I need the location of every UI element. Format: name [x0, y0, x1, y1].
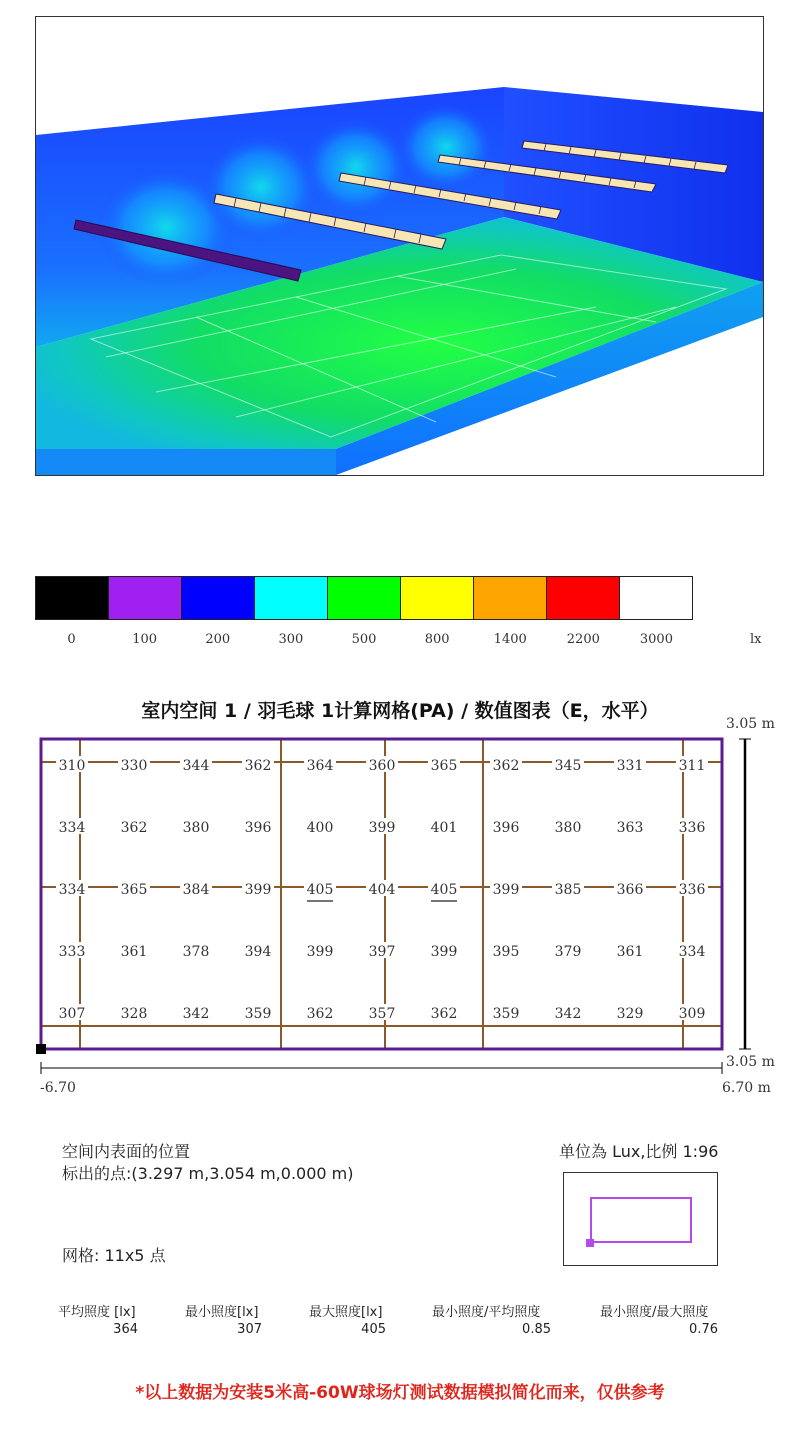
grid-value: 378 [182, 944, 210, 960]
grid-value: 344 [182, 758, 210, 774]
stat-header-min: 最小照度[lx] [185, 1305, 259, 1320]
grid-value: 384 [182, 882, 210, 898]
grid-value: 361 [120, 944, 148, 960]
minimap-area [590, 1197, 692, 1243]
unit-scale: 单位為 Lux,比例 1:96 [559, 1142, 719, 1161]
stat-header-max: 最大照度[lx] [309, 1305, 383, 1320]
grid-value: 397 [368, 944, 396, 960]
grid-value: 345 [554, 758, 582, 774]
grid-value: 334 [58, 882, 86, 898]
grid-value: 362 [306, 1006, 334, 1022]
grid-value: 336 [678, 820, 706, 836]
grid-values [56, 756, 708, 1022]
legend-label: 800 [424, 632, 450, 647]
grid-value: 365 [430, 758, 458, 774]
location-minimap [563, 1172, 718, 1266]
grid-value: 342 [182, 1006, 210, 1022]
grid-value: 394 [244, 944, 272, 960]
disclaimer-note: *以上数据为安装5米高-60W球场灯测试数据模拟简化而来，仅供参考 [135, 1383, 665, 1403]
grid-value: 331 [616, 758, 644, 774]
grid-value: 399 [244, 882, 272, 898]
stat-value-min-max: 0.76 [689, 1322, 718, 1337]
grid-value: 357 [368, 1006, 396, 1022]
stat-value-max: 405 [361, 1322, 386, 1337]
grid-value: 362 [430, 1006, 458, 1022]
grid-value: 399 [430, 944, 458, 960]
stat-value-avg: 364 [113, 1322, 138, 1337]
legend-label: 100 [132, 632, 158, 647]
grid-value: 405 [430, 882, 458, 898]
marked-point: 标出的点:(3.297 m,3.054 m,0.000 m) [62, 1164, 354, 1183]
grid-value: 334 [58, 820, 86, 836]
stat-header-min-max: 最小照度/最大照度 [600, 1305, 709, 1320]
origin-marker [36, 1044, 46, 1054]
grid-value: 328 [120, 1006, 148, 1022]
grid-value: 311 [678, 758, 706, 774]
position-title: 空间内表面的位置 [62, 1142, 191, 1161]
legend-label: 500 [351, 632, 377, 647]
grid-value: 380 [182, 820, 210, 836]
grid-value: 336 [678, 882, 706, 898]
grid-value: 399 [306, 944, 334, 960]
grid-value: 363 [616, 820, 644, 836]
grid-value: 365 [120, 882, 148, 898]
grid-value: 379 [554, 944, 582, 960]
minimap-marker [586, 1239, 594, 1247]
grid-title: 室内空间 1 / 羽毛球 1计算网格(PA) / 数值图表（E，水平） [141, 700, 659, 722]
legend-label: 300 [278, 632, 304, 647]
grid-value: 362 [120, 820, 148, 836]
stat-header-avg: 平均照度 [lx] [58, 1305, 136, 1320]
y-bottom-label: 3.05 m [726, 1054, 775, 1070]
grid-value: 366 [616, 882, 644, 898]
legend-unit: lx [750, 632, 762, 647]
grid-value: 334 [678, 944, 706, 960]
grid-value: 361 [616, 944, 644, 960]
grid-value: 359 [244, 1006, 272, 1022]
x-left-label: -6.70 [40, 1080, 76, 1096]
grid-value: 307 [58, 1006, 86, 1022]
grid-value: 333 [58, 944, 86, 960]
legend-label: 0 [67, 632, 76, 647]
grid-value: 342 [554, 1006, 582, 1022]
legend-label: 1400 [493, 632, 527, 647]
grid-value: 359 [492, 1006, 520, 1022]
grid-value: 362 [244, 758, 272, 774]
grid-value: 330 [120, 758, 148, 774]
legend-label: 200 [205, 632, 231, 647]
grid-value: 404 [368, 882, 396, 898]
grid-value: 364 [306, 758, 334, 774]
stat-value-min-avg: 0.85 [522, 1322, 551, 1337]
y-top-label: 3.05 m [726, 716, 775, 732]
grid-value: 385 [554, 882, 582, 898]
grid-value: 380 [554, 820, 582, 836]
grid-value: 309 [678, 1006, 706, 1022]
grid-value: 396 [492, 820, 520, 836]
grid-value: 401 [430, 820, 458, 836]
grid-value: 400 [306, 820, 334, 836]
stat-header-min-avg: 最小照度/平均照度 [432, 1305, 541, 1320]
grid-size: 网格: 11x5 点 [62, 1246, 166, 1265]
legend-label: 2200 [566, 632, 600, 647]
grid-value: 405 [306, 882, 334, 898]
stat-value-min: 307 [237, 1322, 262, 1337]
grid-value: 396 [244, 820, 272, 836]
x-right-label: 6.70 m [722, 1080, 771, 1096]
grid-value: 362 [492, 758, 520, 774]
grid-value: 399 [368, 820, 396, 836]
grid-value: 310 [58, 758, 86, 774]
grid-value: 395 [492, 944, 520, 960]
grid-value: 399 [492, 882, 520, 898]
grid-value: 329 [616, 1006, 644, 1022]
grid-value: 360 [368, 758, 396, 774]
legend-label: 3000 [639, 632, 673, 647]
